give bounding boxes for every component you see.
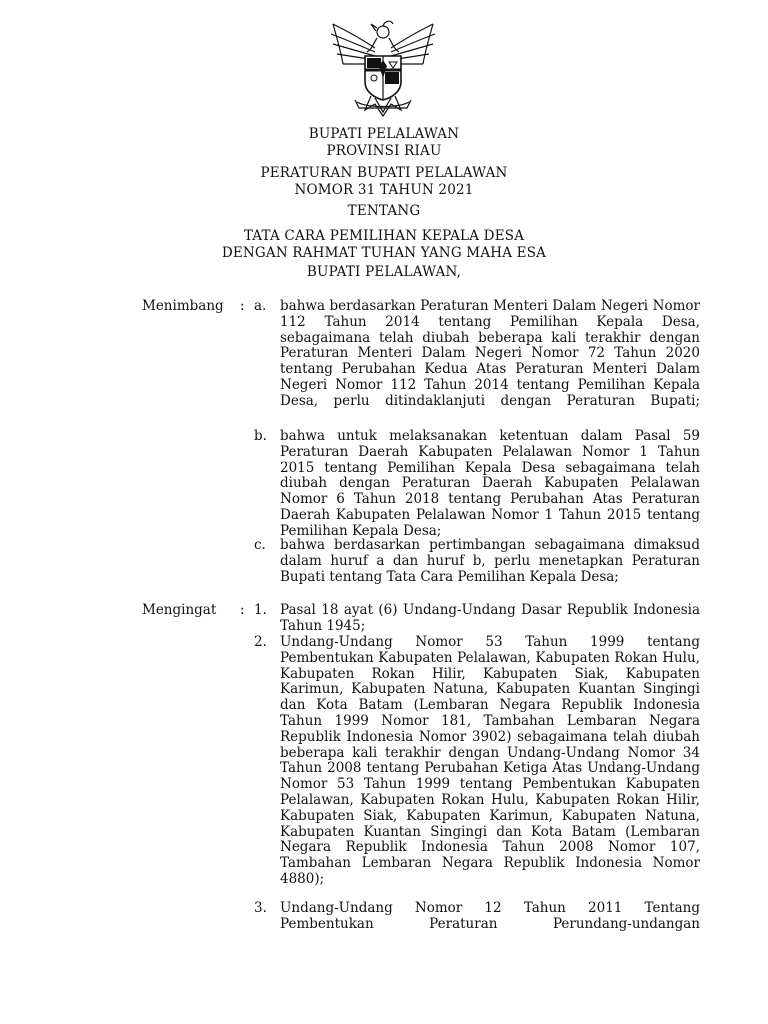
item-marker: a. xyxy=(254,298,267,314)
mengingat-item-3 xyxy=(254,901,702,933)
menimbang-colon: : xyxy=(240,298,245,314)
item-text: Undang-Undang Nomor 53 Tahun 1999 tentang Pembentukan Kabupaten Pelalawan, Kabupaten Rokan Hulu, Kabupaten Rokan Hilir, Kabupaten Siak, Kabupaten Karimun, Kabupaten Natuna, Kabupaten Kuantan Singingi dan Kota Batam (Lembaran Negara Republik Indonesia Tahun 1999 Nomor 181, Tambahan Lembaran Negara Republik Indonesia Nomor 3902) sebagaimana telah diubah beberapa kali terakhir dengan Undang-Undang Nomor 34 Tahun 2008 tentang Perubahan Ketiga Atas Undang-Undang Nomor 53 Tahun 1999 tentang Pembentukan Kabupaten Pelalawan, Kabupaten Rokan Hulu, Kabupaten Rokan Hilir, Kabupaten Siak, Kabupaten Karimun, Kabupaten Natuna, Kabupaten Kuantan Singingi dan Kota Batam (Lembaran Negara Republik Indonesia Tahun 2008 Nomor 107, Tambahan Lembaran Negara Republik Indonesia Nomor 4880); xyxy=(280,634,700,887)
item-text: bahwa berdasarkan Peraturan Menteri Dalam Negeri Nomor 112 Tahun 2014 tentang Pemilihan Kepala Desa, sebagaimana telah diubah beberapa kali terakhir dengan Peraturan Menteri Dalam Negeri Nomor 72 Tahun 2020 tentang Perubahan Kedua Atas Peraturan Menteri Dalam Negeri Nomor 112 Tahun 2014 tentang Pemilihan Kepala Desa, perlu ditindaklanjuti dengan Peraturan Bupati; xyxy=(280,298,700,409)
header-tentang: TENTANG xyxy=(347,203,421,219)
header-subject: TATA CARA PEMILIHAN KEPALA DESA DENGAN RAHMAT TUHAN YANG MAHA ESA xyxy=(221,228,547,261)
item-text: Undang-Undang Nomor 12 Tahun 2011 Tentang Pembentukan Peraturan Perundang-undangan xyxy=(280,900,700,932)
mengingat-section xyxy=(142,603,702,943)
item-marker: c. xyxy=(254,537,266,553)
item-marker: b. xyxy=(254,428,267,444)
menimbang-item-a xyxy=(254,299,702,410)
header-regent-title: BUPATI PELALAWAN PROVINSI RIAU xyxy=(308,126,460,159)
mengingat-item-2 xyxy=(254,635,702,888)
menimbang-item-b xyxy=(254,429,702,540)
item-text: bahwa untuk melaksanakan ketentuan dalam Pasal 59 Peraturan Daerah Kabupaten Pelalawan Nomor 1 Tahun 2015 tentang Pemilihan Kepala Desa sebagaimana telah diubah dengan Peraturan Daerah Kabupaten Pelalawan Nomor 6 Tahun 2018 tentang Perubahan Atas Peraturan Daerah Kabupaten Pelalawan Nomor 1 Tahun 2015 tentang Pemilihan Kepala Desa; xyxy=(280,428,700,539)
menimbang-section xyxy=(142,299,702,599)
item-marker: 1. xyxy=(254,602,267,618)
mengingat-colon: : xyxy=(240,602,245,618)
header-regulation-title: PERATURAN BUPATI PELALAWAN NOMOR 31 TAHUN 2021 xyxy=(260,165,508,198)
header-regent-opening: BUPATI PELALAWAN, xyxy=(306,264,462,280)
menimbang-item-c xyxy=(254,538,702,585)
item-marker: 2. xyxy=(254,634,267,650)
item-text: bahwa berdasarkan pertimbangan sebagaimana dimaksud dalam huruf a dan huruf b, perlu menetapkan Peraturan Bupati tentang Tata Cara Pemilihan Kepala Desa; xyxy=(280,537,700,585)
menimbang-label: Menimbang xyxy=(142,298,224,314)
item-text: Pasal 18 ayat (6) Undang-Undang Dasar Republik Indonesia Tahun 1945; xyxy=(280,602,700,634)
mengingat-label: Mengingat xyxy=(142,602,217,618)
item-marker: 3. xyxy=(254,900,267,916)
garuda-pancasila-emblem xyxy=(327,18,439,120)
mengingat-item-1 xyxy=(254,603,702,635)
